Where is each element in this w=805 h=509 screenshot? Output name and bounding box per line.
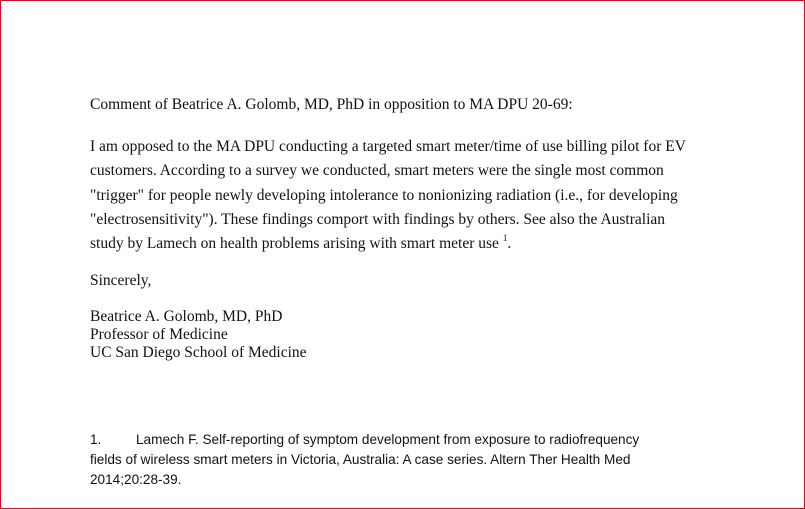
signature-block	[90, 308, 730, 362]
body-paragraph	[90, 135, 730, 256]
comment-heading: Comment of Beatrice A. Golomb, MD, PhD in opposition to MA DPU 20-69:	[90, 96, 573, 113]
footnote-number: 1.	[90, 432, 102, 447]
body-line: customers. According to a survey we conducted, smart meters were the single most common	[90, 162, 664, 180]
footnote-line: fields of wireless smart meters in Victoria, Australia: A case series. Altern Ther Health Med	[90, 452, 631, 467]
body-line: "trigger" for people newly developing intolerance to nonionizing radiation (i.e., for developing	[90, 186, 678, 204]
footnote-line: 2014;20:28-39.	[90, 472, 182, 487]
footnote-text: Lamech F. Self-reporting of symptom development from exposure to radiofrequency	[136, 432, 640, 447]
footnote-line	[90, 430, 730, 450]
signature-name: Beatrice A. Golomb, MD, PhD	[90, 308, 283, 326]
footnote	[90, 430, 730, 490]
body-line: I am opposed to the MA DPU conducting a targeted smart meter/time of use billing pilot for EV	[90, 138, 686, 155]
signature-title: Professor of Medicine	[90, 326, 228, 344]
closing-salutation: Sincerely,	[90, 272, 152, 290]
body-line: study by Lamech on health problems arising with smart meter use	[90, 235, 499, 253]
signature-institution: UC San Diego School of Medicine	[90, 344, 307, 362]
sentence-end: .	[507, 235, 512, 253]
footnote-reference[interactable]: 1	[502, 233, 508, 244]
document-body	[90, 95, 730, 362]
body-line: "electrosensitivity"). These findings comport with findings by others. See also the Australian	[90, 210, 666, 228]
